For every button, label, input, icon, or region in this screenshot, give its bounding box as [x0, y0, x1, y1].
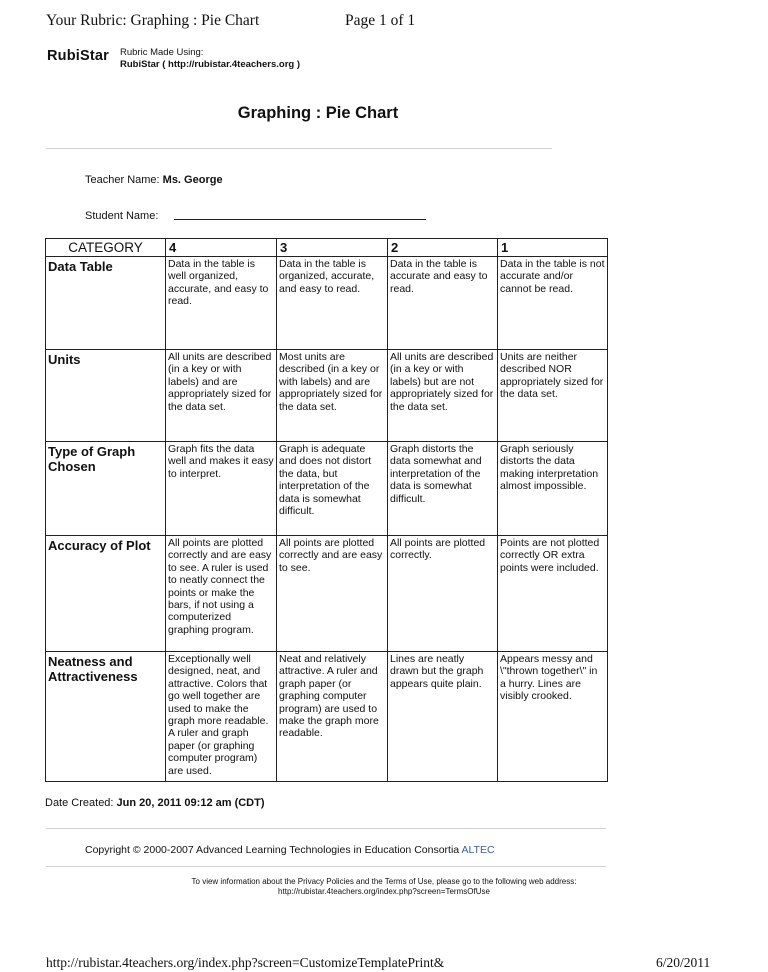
table-row	[46, 442, 608, 536]
row-category: Accuracy of Plot	[46, 536, 166, 652]
rubric-cell: Graph distorts the data somewhat and interpretation of the data is somewhat difficult.	[388, 442, 498, 536]
teacher-name-row	[85, 174, 223, 186]
table-row	[46, 652, 608, 782]
rubric-cell: All points are plotted correctly.	[388, 536, 498, 652]
header-level-3: 3	[277, 239, 388, 257]
header-category: CATEGORY	[46, 239, 166, 257]
rubric-cell: All units are described (in a key or with labels) and are appropriately sized for the data set.	[166, 350, 277, 442]
header-level-2: 2	[388, 239, 498, 257]
copyright-text: Copyright © 2000-2007 Advanced Learning Technologies in Education Consortia	[85, 844, 460, 856]
rubric-cell: Data in the table is organized, accurate, and easy to read.	[277, 257, 388, 350]
date-created	[45, 797, 265, 809]
print-footer-date: 6/20/2011	[656, 955, 711, 970]
table-row	[46, 536, 608, 652]
title-divider	[46, 148, 552, 149]
date-created-label: Date Created:	[45, 797, 114, 809]
rubric-cell: Graph is adequate and does not distort the data, but interpretation of the data is somewhat difficult.	[277, 442, 388, 536]
rubric-table	[45, 238, 608, 782]
header-level-4: 4	[166, 239, 277, 257]
rubric-cell: Data in the table is well organized, accurate, and easy to read.	[166, 257, 277, 350]
terms-of-use-notice	[0, 877, 768, 897]
terms-of-use-link[interactable]: http://rubistar.4teachers.org/index.php?screen=TermsOfUse	[278, 887, 490, 896]
print-header-page-number: Page 1 of 1	[345, 12, 416, 29]
rubric-cell: Data in the table is accurate and easy to read.	[388, 257, 498, 350]
date-created-value: Jun 20, 2011 09:12 am (CDT)	[116, 797, 265, 809]
made-using-link[interactable]: RubiStar ( http://rubistar.4teachers.org )	[120, 59, 300, 70]
rubric-header-row	[46, 239, 608, 257]
row-category: Neatness and Attractiveness	[46, 652, 166, 782]
rubric-cell: All units are described (in a key or with labels) but are not appropriately sized for the data set.	[388, 350, 498, 442]
row-category: Type of Graph Chosen	[46, 442, 166, 536]
rubric-cell: Exceptionally well designed, neat, and attractive. Colors that go well together are used to make the graph more readable. A ruler and graph paper (or graphing computer program) are used.	[166, 652, 277, 782]
rubric-cell: Lines are neatly drawn but the graph appears quite plain.	[388, 652, 498, 782]
rubric-cell: Graph fits the data well and makes it easy to interpret.	[166, 442, 277, 536]
rubric-cell: Points are not plotted correctly OR extra points were included.	[498, 536, 608, 652]
terms-of-use-text: To view information about the Privacy Policies and the Terms of Use, please go to the following web address:	[191, 877, 577, 886]
student-name-blank-line	[174, 219, 426, 220]
footer-divider-bottom	[46, 866, 606, 867]
page-title: Graphing : Pie Chart	[237, 104, 399, 122]
teacher-name-label: Teacher Name:	[85, 174, 160, 186]
rubric-cell: Neat and relatively attractive. A ruler and graph paper (or graphing computer program) are used to make the graph more readable.	[277, 652, 388, 782]
rubric-cell: All points are plotted correctly and are easy to see. A ruler is used to neatly connect the points or make the bars, if not using a computerized graphing program.	[166, 536, 277, 652]
copyright-line	[85, 844, 495, 856]
rubric-cell: All points are plotted correctly and are easy to see.	[277, 536, 388, 652]
footer-divider-top	[46, 828, 606, 829]
row-category: Data Table	[46, 257, 166, 350]
student-name-label: Student Name:	[85, 210, 159, 222]
table-row	[46, 257, 608, 350]
row-category: Units	[46, 350, 166, 442]
rubric-cell: Units are neither described NOR appropriately sized for the data set.	[498, 350, 608, 442]
rubric-cell: Graph seriously distorts the data making interpretation almost impossible.	[498, 442, 608, 536]
teacher-name-value: Ms. George	[162, 174, 223, 186]
made-using-label: Rubric Made Using:	[120, 47, 204, 58]
print-header-title: Your Rubric: Graphing : Pie Chart	[46, 12, 260, 29]
rubric-cell: Most units are described (in a key or with labels) and are appropriately sized for the data set.	[277, 350, 388, 442]
table-row	[46, 350, 608, 442]
header-level-1: 1	[498, 239, 608, 257]
rubistar-logo: RubiStar	[47, 48, 110, 64]
rubric-cell: Data in the table is not accurate and/or cannot be read.	[498, 257, 608, 350]
rubric-cell: Appears messy and \"thrown together\" in a hurry. Lines are visibly crooked.	[498, 652, 608, 782]
altec-link[interactable]: ALTEC	[461, 844, 495, 856]
print-footer-url: http://rubistar.4teachers.org/index.php?screen=CustomizeTemplatePrint&	[46, 955, 445, 970]
